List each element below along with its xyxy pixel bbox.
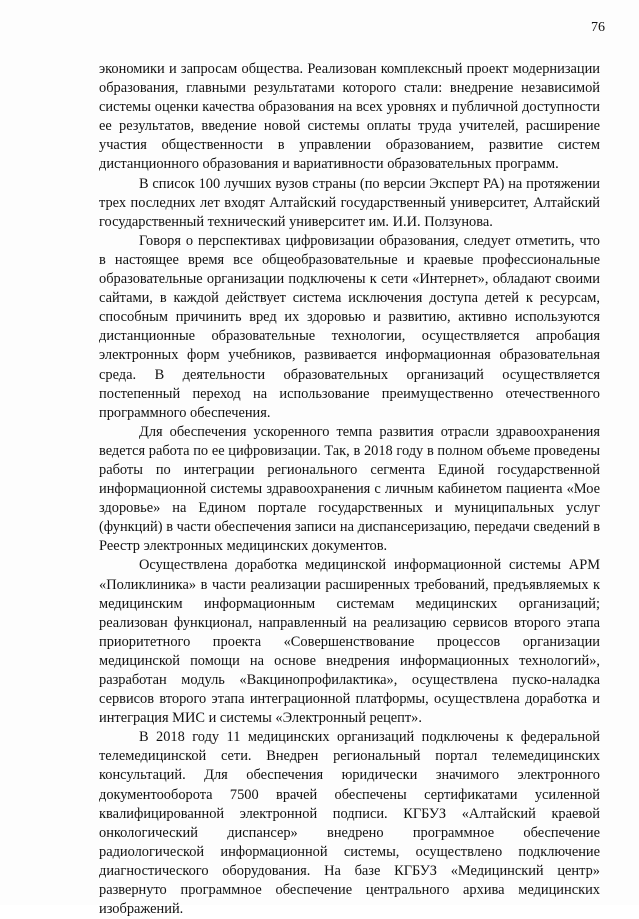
paragraph-top-universities: В список 100 лучших вузов страны (по версии Эксперт РА) на протяжении трех последних лет входят Алтайский государственный университет, Алтайский государственный технический университет им. И.И. Ползунова. [99, 175, 600, 230]
paragraph-telemedicine: В 2018 году 11 медицинских организаций подключены к федеральной телемедицинской сети. Внедрен региональный портал телемедицинских консультаций. Для обеспечения юридически значимого электронного документооборота 7500 врачей обеспечены сертификатами усиленной квалифицированной электронной подписи. КГБУЗ «Алтайский краевой онкологический диспансер» внедрено программное обеспечение радиологической информационной системы, осуществлено подключение диагностического оборудования. На базе КГБУЗ «Медицинский центр» развернуто программное обеспечение центрального архива медицинских изображений. [99, 729, 600, 918]
paragraph-healthcare-digitalization: Для обеспечения ускоренного темпа развития отрасли здравоохранения ведется работа по ее цифровизации. Так, в 2018 году в полном объеме проведены работы по интеграции регионального сегмента Единой государственной информационной системы здравоохранения с личным кабинетом пациента «Мое здоровье» на Едином портале государственных и муниципальных услуг (функций) в части обеспечения записи на диспансеризацию, передачи сведений в Реестр электронных медицинских документов. [99, 423, 600, 555]
body-text [99, 60, 600, 919]
paragraph-education-digitalization: Говоря о перспективах цифровизации образования, следует отметить, что в настоящее время все общеобразовательные и краевые профессиональные образовательные организации подключены к сети «Интернет», обладают своими сайтами, в каждой действует система исключения доступа детей к ресурсам, способным причинить вред их здоровью и развитию, активно используются дистанционные образовательные технологии, осуществляется апробация электронных форм учебников, развивается информационная образовательная среда. В деятельности образовательных организаций осуществляется постепенный переход на использование преимущественно отечественного программного обеспечения. [99, 232, 600, 421]
page-number: 76 [591, 20, 605, 35]
paragraph-medical-information-system: Осуществлена доработка медицинской информационной системы АРМ «Поликлиника» в части реализации расширенных требований, предъявляемых к медицинским информационным системам медицинских организаций; реализован функционал, направленный на реализацию сервисов второго этапа приоритетного проекта «Совершенствование процессов организации медицинской помощи на основе внедрения информационных технологий», разработан модуль «Вакцинопрофилактика», осуществлена пуско-наладка сервисов второго этапа интеграционной платформы, осуществлена доработка и интеграция МИС и системы «Электронный рецепт». [99, 557, 600, 727]
paragraph-education-reform: экономики и запросам общества. Реализован комплексный проект модернизации образования, главными результатами которого стали: внедрение независимой системы оценки качества образования на всех уровнях и публичной доступности ее результатов, введение новой системы оплаты труда учителей, расширение участия общественности в управлении образованием, развитие систем дистанционного образования и вариативности образовательных программ. [99, 61, 600, 173]
